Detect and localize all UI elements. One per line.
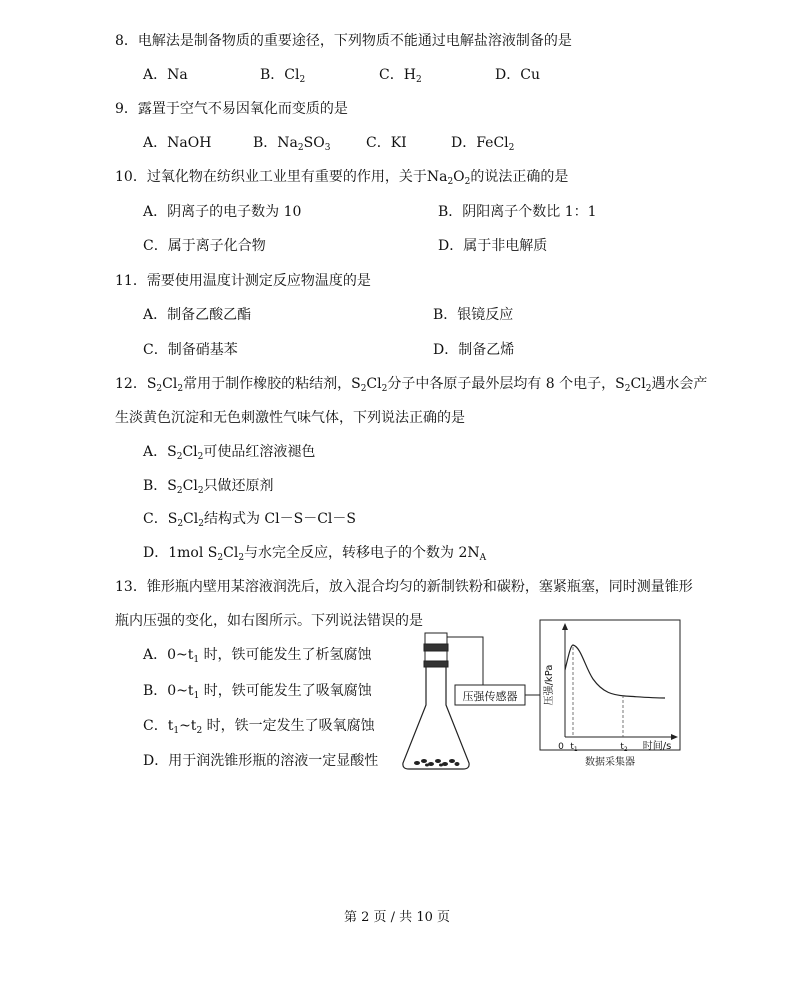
q11-stem: 11．需要使用温度计测定反应物温度的是 [115,273,371,289]
t2-label: $t_2$ [620,742,628,753]
q8-stem: 8．电解法是制备物质的重要途径，下列物质不能通过电解盐溶液制备的是 [115,33,572,49]
q13-stem-line2: 瓶内压强的变化，如右图所示。下列说法错误的是 [115,613,423,629]
q10-option-b: B．阴阳离子个数比 1：1 [438,204,597,220]
q9-option-c: C．KI [366,135,407,151]
q12-stem-line2: 生淡黄色沉淀和无色刺激性气味气体，下列说法正确的是 [115,410,465,426]
conical-flask [403,667,469,769]
q12-stem-line1: 12．$S_2Cl_2$常用于制作橡胶的粘结剂，$S_2Cl_2$分子中各原子最外层均有 8 个电子，$S_2Cl_2$遇水会产 [115,376,708,394]
connecting-tube [447,637,483,685]
q9-stem: 9．露置于空气不易因氧化而变质的是 [115,101,348,117]
q13-option-b: B．$0\sim t_1$ 时，铁可能发生了吸氧腐蚀 [143,683,372,701]
q10-option-c: C．属于离子化合物 [143,238,266,254]
origin-label: 0 [558,742,564,752]
q12-option-b: B．$S_2Cl_2$只做还原剂 [143,478,274,496]
q8-option-d: D．Cu [495,67,540,83]
q8-option-b: B．$Cl_2$ [260,67,306,85]
q10-option-a: A．阴离子的电子数为 10 [143,204,302,220]
q13-option-d: D．用于润洗锥形瓶的溶液一定显酸性 [143,753,379,769]
q11-option-c: C．制备硝基苯 [143,342,238,358]
page-footer: 第 2 页 / 共 10 页 [344,910,450,925]
q11-option-a: A．制备乙酸乙酯 [143,307,252,323]
iron-carbon-powder [414,759,460,767]
q11-option-d: D．制备乙烯 [433,342,515,358]
q13-option-a: A．$0\sim t_1$ 时，铁可能发生了析氢腐蚀 [143,647,372,665]
q12-option-a: A．$S_2Cl_2$可使品红溶液褪色 [143,444,316,462]
q11-option-b: B．银镜反应 [433,307,514,323]
q8-option-a: A．Na [143,67,188,83]
data-collector-frame [540,620,680,750]
flask-stopper [424,633,448,667]
data-collector-label: 数据采集器 [585,757,635,768]
q13-apparatus-figure [395,615,685,775]
q10-option-d: D．属于非电解质 [438,238,548,254]
q13-option-c: C．$t_1\sim t_2$ 时，铁一定发生了吸氧腐蚀 [143,718,375,736]
q9-option-d: D．FeCl$_2$ [451,135,515,153]
q8-option-c: C．$H_2$ [379,67,422,85]
q9-option-a: A．NaOH [143,135,212,151]
pressure-sensor-label: 压强传感器 [462,690,518,703]
q12-option-d: D．1mol $S_2Cl_2$与水完全反应，转移电子的个数为 $2N_A$ [143,545,487,563]
q9-option-b: B．$Na_2SO_3$ [253,135,331,153]
y-axis-label: 压强/kPa [544,664,555,706]
q10-stem: 10．过氧化物在纺织业工业里有重要的作用，关于$Na_2O_2$的说法正确的是 [115,169,569,187]
q12-option-c: C．$S_2Cl_2$结构式为 Cl－S－Cl－S [143,511,356,529]
t1-label: $t_1$ [570,742,578,753]
x-axis-label: 时间/s [642,741,672,752]
q13-stem-line1: 13．锥形瓶内壁用某溶液润洗后，放入混合均匀的新制铁粉和碳粉，塞紧瓶塞，同时测量锥形 [115,579,693,595]
